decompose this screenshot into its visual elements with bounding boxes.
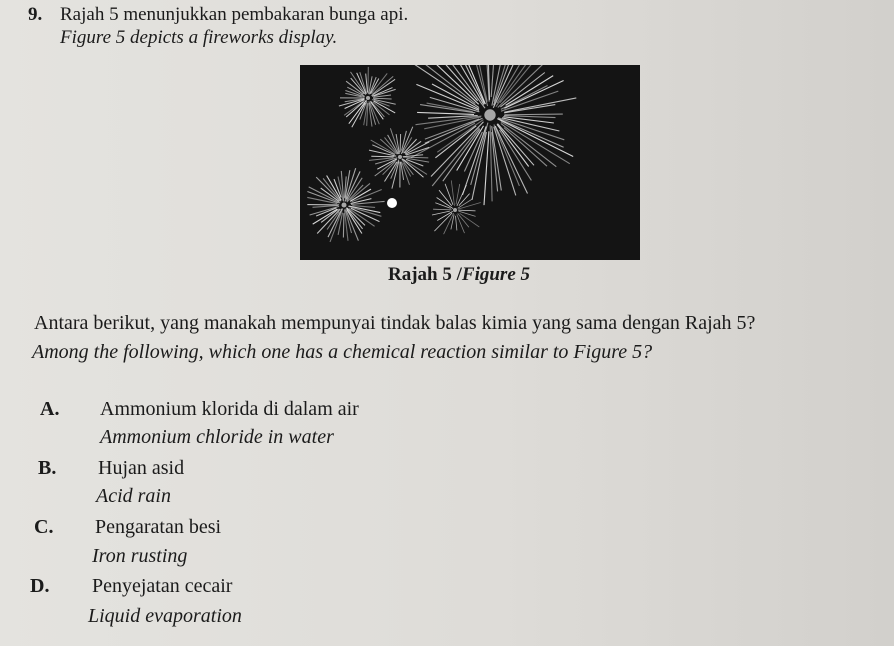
figure-caption-separator: /	[456, 264, 462, 285]
firework-burst-large	[411, 65, 576, 205]
spark-ray	[373, 98, 392, 99]
spark-ray	[504, 105, 555, 113]
burst-core	[341, 202, 346, 207]
option-a-malay: Ammonium klorida di dalam air	[100, 398, 359, 420]
spark-ray	[458, 210, 475, 211]
firework-burst-bottom-left	[307, 168, 384, 242]
spark-ray	[504, 98, 576, 112]
question-text-english: Figure 5 depicts a fireworks display.	[60, 27, 338, 48]
option-c-malay: Pengaratan besi	[95, 516, 222, 538]
option-c-letter: C.	[34, 516, 54, 538]
option-b-english: Acid rain	[96, 485, 171, 507]
fireworks-illustration	[300, 65, 640, 260]
firework-burst-faint	[432, 180, 481, 234]
option-b-malay: Hujan asid	[98, 457, 185, 479]
spark-ray	[366, 74, 368, 93]
option-a-english: Ammonium chloride in water	[100, 426, 334, 448]
spark-ray	[433, 209, 452, 210]
figure-caption-english: Figure 5	[461, 264, 531, 285]
stem-text-malay: Antara berikut, yang manakah mempunyai tindak balas kimia yang sama dengan Rajah 5?	[34, 312, 756, 334]
burst-core	[366, 96, 370, 100]
spark-ray	[459, 211, 476, 216]
fireworks-photo	[300, 65, 640, 260]
stem-text-english: Among the following, which one has a chemical reaction similar to Figure 5?	[32, 341, 653, 363]
figure-caption	[388, 264, 530, 286]
spark-ray	[417, 112, 474, 114]
spark-ray	[343, 213, 344, 237]
spark-ray	[313, 206, 338, 208]
spark-ray	[456, 216, 457, 231]
spark-ray	[316, 177, 340, 201]
spark-ray	[346, 208, 363, 229]
spark-ray	[370, 101, 383, 119]
spark-ray	[504, 81, 563, 109]
firework-burst-top-left	[339, 67, 396, 127]
bright-spark	[387, 198, 397, 208]
option-d-letter: D.	[30, 575, 50, 597]
burst-core	[484, 109, 495, 120]
question-text-malay: Rajah 5 menunjukkan pembakaran bunga api.	[60, 4, 409, 25]
spark-ray	[317, 209, 340, 234]
spark-ray	[400, 134, 401, 152]
spark-ray	[460, 213, 480, 227]
burst-core	[453, 208, 457, 212]
spark-ray	[505, 114, 563, 115]
burst-core	[398, 155, 402, 159]
figure-caption-malay: Rajah 5	[388, 264, 452, 285]
question-number: 9.	[28, 4, 43, 25]
option-b-letter: B.	[38, 457, 57, 479]
spark-ray	[371, 156, 394, 157]
option-d-english: Liquid evaporation	[88, 605, 242, 627]
option-a-letter: A.	[40, 398, 60, 420]
option-c-english: Iron rusting	[92, 545, 188, 567]
spark-ray	[451, 215, 454, 230]
spark-ray	[407, 158, 430, 162]
option-d-malay: Penyejatan cecair	[92, 575, 233, 597]
firework-burst-middle	[369, 127, 429, 189]
